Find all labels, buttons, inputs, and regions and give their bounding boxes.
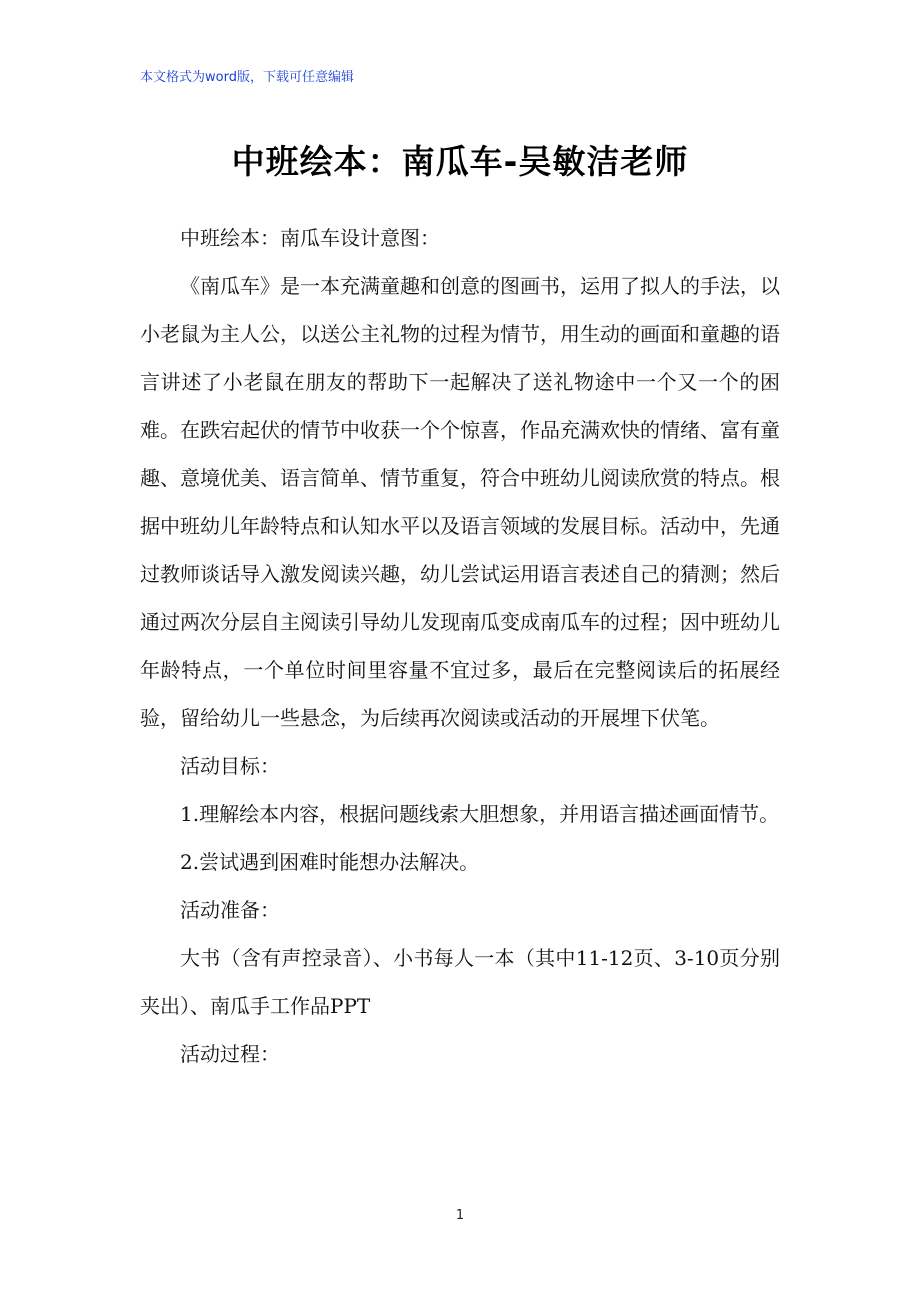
paragraph-process-heading: 活动过程： [180,1042,280,1066]
paragraph-preparation: 大书（含有声控录音）、小书每人一本（其中11-12页、3-10页分别夹出）、南瓜手工作品PPT [140,946,780,1018]
paragraph-goal-1: 1.理解绘本内容，根据问题线索大胆想象，并用语言描述画面情节。 [180,802,780,826]
paragraph-preparation-heading: 活动准备： [180,898,280,922]
header-note: 本文格式为word版，下载可任意编辑 [140,70,354,85]
page-number: 1 [455,1208,465,1223]
paragraph-design-intent-heading: 中班绘本：南瓜车设计意图： [180,226,440,250]
paragraph-goals-heading: 活动目标： [180,754,280,778]
paragraph-design-intent: 《南瓜车》是一本充满童趣和创意的图画书，运用了拟人的手法，以小老鼠为主人公，以送公主礼物的过程为情节，用生动的画面和童趣的语言讲述了小老鼠在朋友的帮助下一起解决了送礼物途中一个又一个的困难。在跌宕起伏的情节中收获一个个惊喜，作品充满欢快的情绪、富有童趣、意境优美、语言简单、情节重复，符合中班幼儿阅读欣赏的特点。根据中班幼儿年龄特点和认知水平以及语言领域的发展目标。活动中，先通过教师谈话导入激发阅读兴趣，幼儿尝试运用语言表述自己的猜测；然后通过两次分层自主阅读引导幼儿发现南瓜变成南瓜车的过程；因中班幼儿年龄特点，一个单位时间里容量不宜过多，最后在完整阅读后的拓展经验，留给幼儿一些悬念，为后续再次阅读或活动的开展埋下伏笔。 [140,274,780,730]
document-title: 中班绘本：南瓜车-吴敏洁老师 [231,142,689,181]
document-body [140,214,780,1078]
paragraph-goal-2: 2.尝试遇到困难时能想办法解决。 [180,850,480,874]
